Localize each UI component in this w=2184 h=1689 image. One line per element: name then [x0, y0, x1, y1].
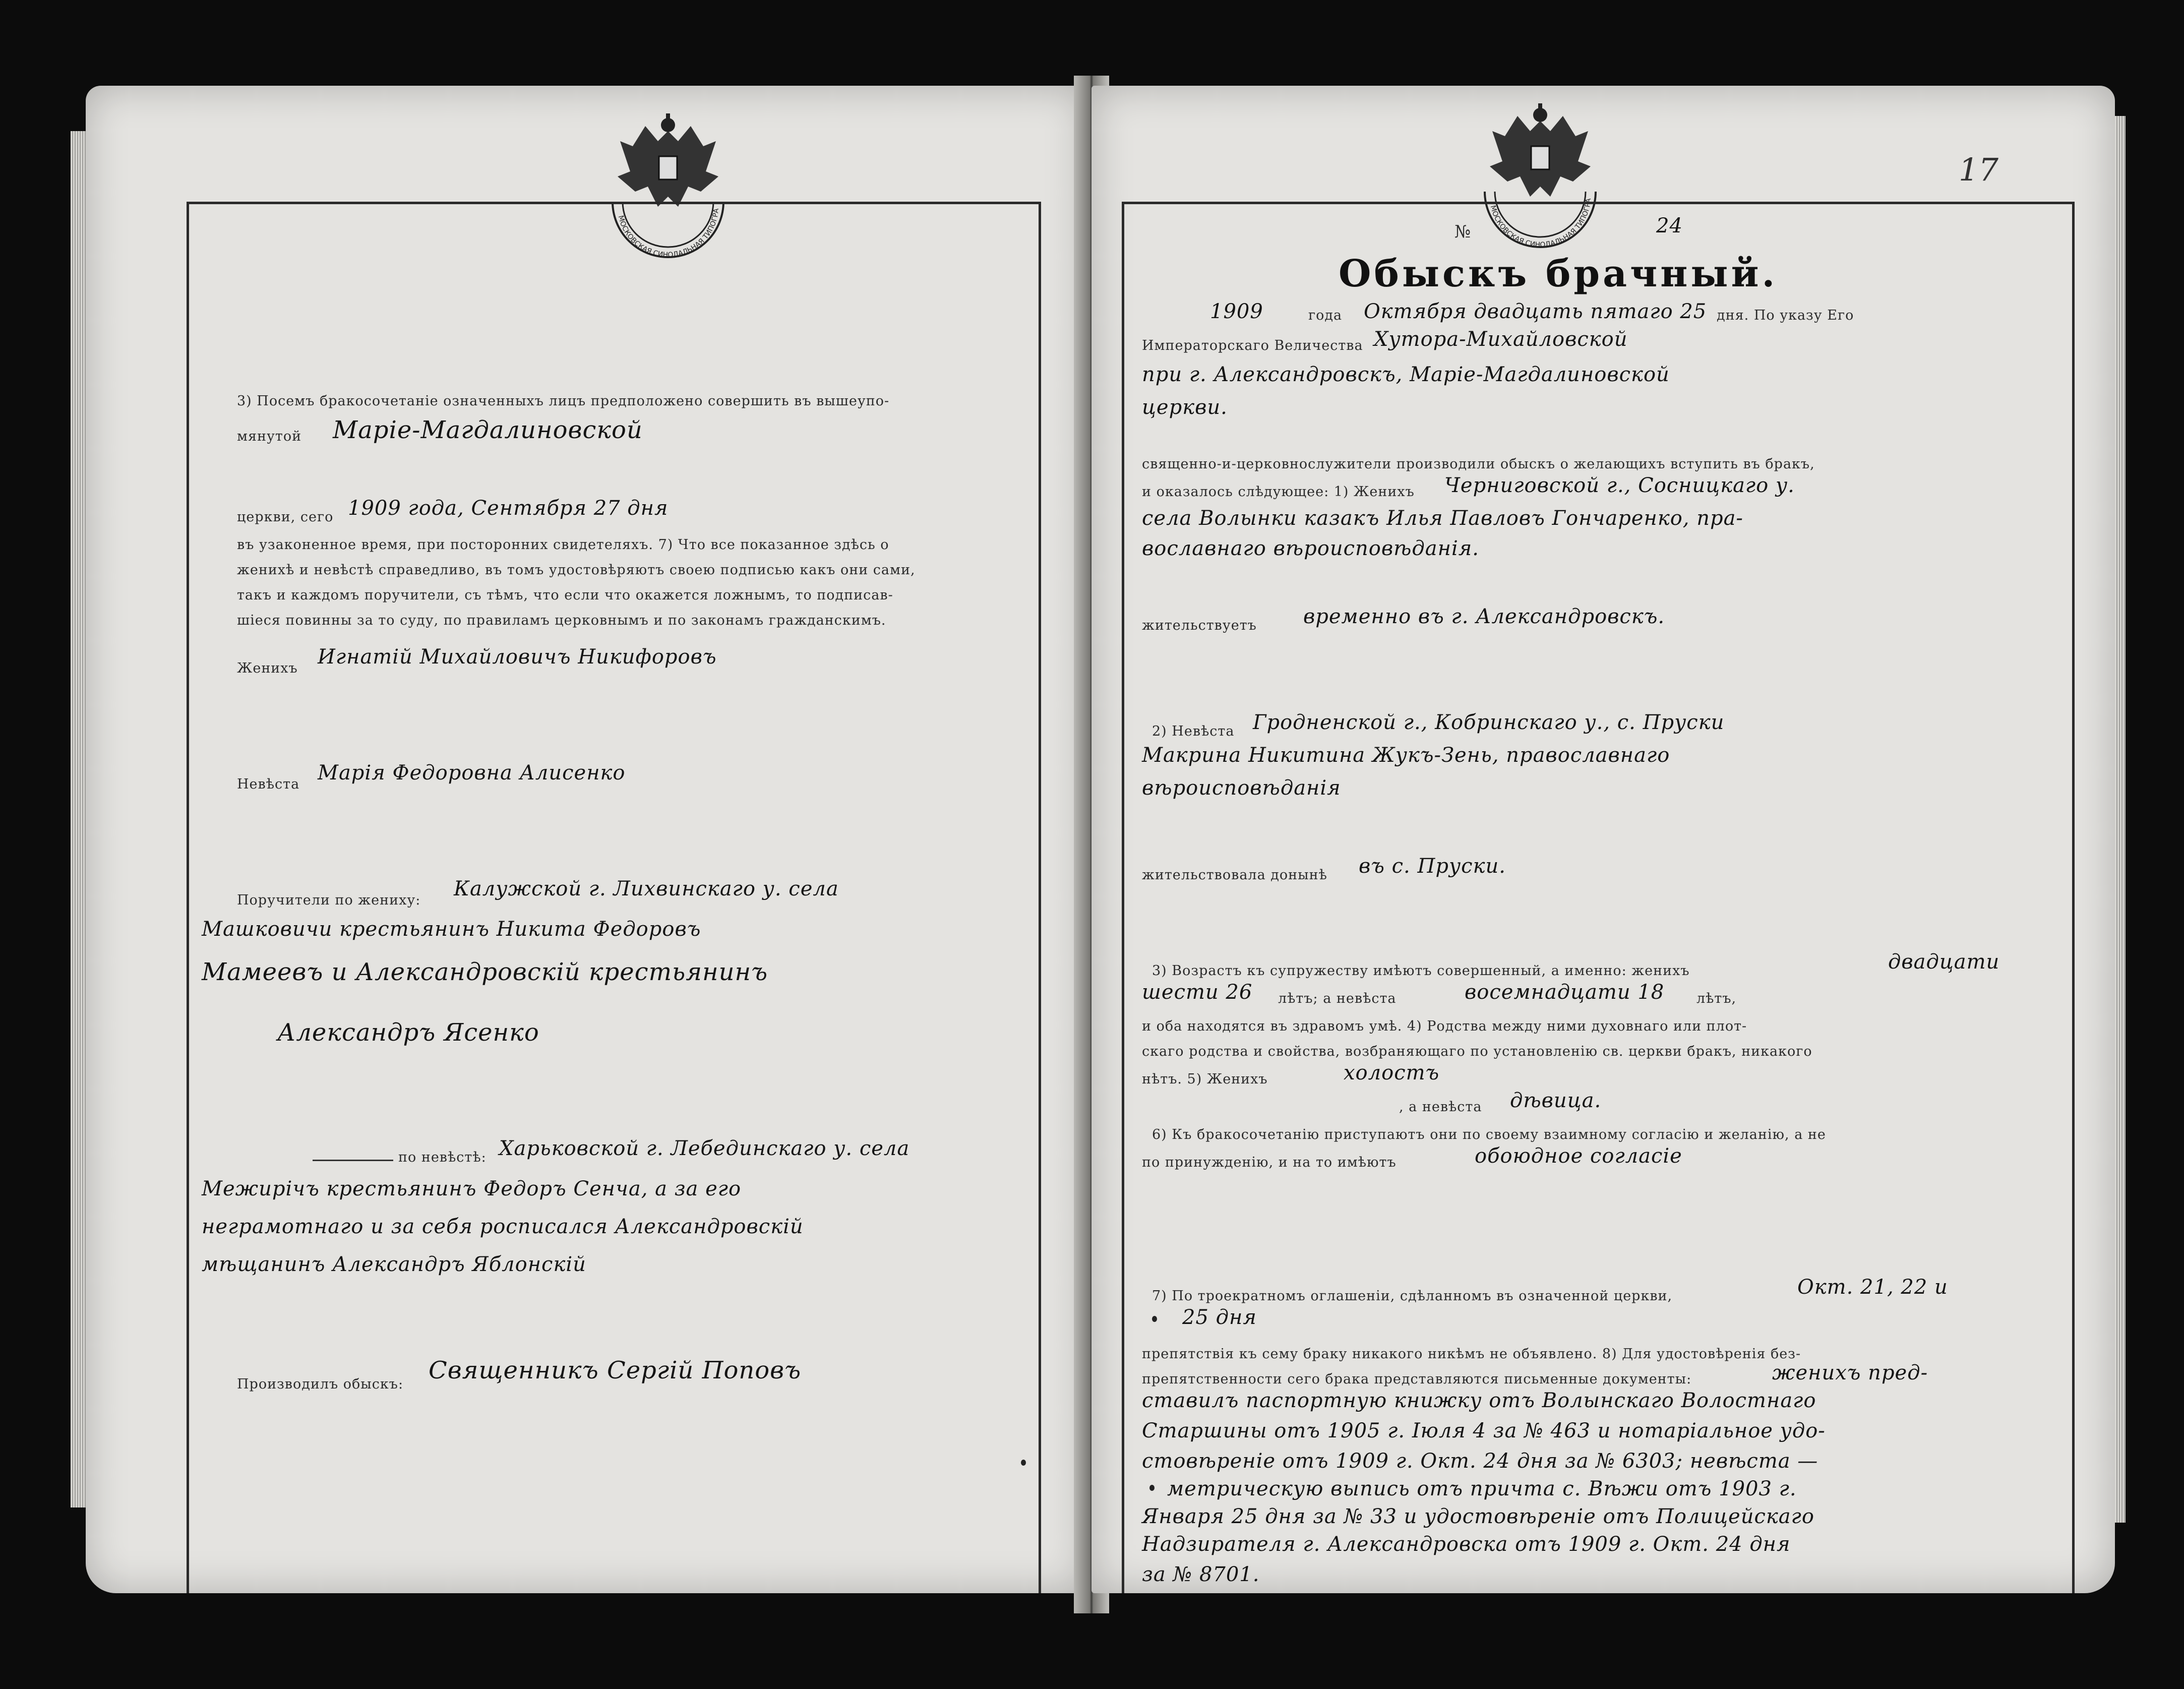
bride-handwritten: вѣроисповѣданія	[1142, 776, 1341, 800]
documents-handwritten: стовѣреніе отъ 1909 г. Окт. 24 дня за № 6303; невѣста —	[1142, 1450, 1818, 1473]
emblem-ring-text: МОСКОВСКАЯ СИНОДАЛЬНАЯ ТИПОГРА	[616, 208, 721, 260]
documents-handwritten: ставилъ паспортную книжку отъ Волынскаго Волостнаго	[1142, 1389, 1816, 1412]
handwritten-date: 1909 года, Сентября 27 дня	[348, 497, 669, 520]
printed-line: и оказалось слѣдующее: 1) Женихъ	[1142, 484, 1415, 500]
groom-status: холостъ	[1344, 1061, 1440, 1084]
groom-residence-label: жительствуетъ	[1142, 618, 1257, 633]
bride-label: Невѣста	[237, 776, 300, 792]
emblem-ring-text: МОСКОВСКАЯ СИНОДАЛЬНАЯ ТИПОГРА	[1488, 198, 1593, 250]
bride-residence: въ с. Пруски.	[1359, 855, 1506, 878]
groom-signature: Игнатій Михайловичъ Никифоровъ	[318, 645, 717, 669]
bride-handwritten: Макрина Никитина Жукъ-Зень, православнаго	[1142, 744, 1670, 767]
oath-line: женихѣ и невѣстѣ справедливо, въ томъ удостовѣряютъ своею подписью какъ они сами,	[237, 562, 916, 578]
printed-line: по принужденію, и на то имѣютъ	[1142, 1155, 1397, 1170]
ink-mark	[1149, 1485, 1155, 1491]
date-handwritten: Октября двадцать пятаго 25	[1364, 300, 1707, 323]
printed-line: и оба находятся въ здравомъ умѣ. 4) Родства между ними духовнаго или плот-	[1142, 1018, 1747, 1034]
printed-line: скаго родства и свойства, возбраняющаго по установленію св. церкви бракъ, никакого	[1142, 1044, 1812, 1059]
page-number: 17	[1959, 151, 1998, 188]
right-page	[1091, 86, 2115, 1593]
sureties-bride-line: неграмотнаго и за себя росписался Александровскій	[202, 1215, 804, 1238]
printed-line: нѣтъ. 5) Женихъ	[1142, 1071, 1268, 1087]
oath-line: шіеся повинны за то суду, по правиламъ церковнымъ и по законамъ гражданскимъ.	[237, 613, 886, 628]
bride-handwritten: Гродненской г., Кобринскаго у., с. Пруски	[1253, 711, 1725, 734]
sureties-groom-line: Александръ Ясенко	[277, 1018, 539, 1047]
documents-handwritten: Надзирателя г. Александровска отъ 1909 г. Окт. 24 дня	[1142, 1533, 1791, 1556]
groom-age: двадцати	[1888, 950, 2000, 974]
ink-mark	[1152, 1316, 1157, 1322]
groom-residence: временно въ г. Александровскъ.	[1303, 605, 1665, 628]
sureties-groom-label: Поручители по жениху:	[237, 892, 421, 908]
oath-line: въ узаконенное время, при посторонних свидетеляхъ. 7) Что все показанное здѣсь о	[237, 537, 889, 553]
oath-line: такъ и каждомъ поручители, съ тѣмъ, что если что окажется ложнымъ, то подписав-	[237, 587, 893, 603]
groom-handwritten: Черниговской г., Сосницкаго у.	[1444, 474, 1795, 497]
documents-handwritten: Старшины отъ 1905 г. Іюля 4 за № 463 и нотаріальное удо-	[1142, 1419, 1826, 1442]
number-label: №	[1454, 222, 1472, 242]
left-page	[86, 86, 1086, 1593]
printed-line: , а невѣста	[1399, 1099, 1482, 1115]
church-handwritten: при г. Александровскъ, Маріе-Магдалиновской	[1142, 363, 1670, 386]
sureties-groom-line: Машковичи крестьянинъ Никита Федоровъ	[202, 918, 701, 941]
sureties-bride-label: по невѣстѣ:	[398, 1150, 487, 1165]
documents-handwritten: за № 8701.	[1142, 1563, 1260, 1586]
printed-line: 6) Къ бракосочетанію приступаютъ они по своему взаимному согласію и желанію, а не	[1152, 1127, 1826, 1142]
church-handwritten: церкви.	[1142, 396, 1228, 419]
sureties-bride-line: мѣщанинъ Александръ Яблонскій	[202, 1253, 586, 1276]
printed-line: препятственности сего брака представляются письменные документы:	[1142, 1371, 1692, 1387]
printed-line: мянутой	[237, 429, 302, 444]
printed-line: священно-и-церковнослужители производили обыскъ о желающихъ вступить въ бракъ,	[1142, 456, 1815, 472]
bride-signature: Марія Федоровна Алисенко	[318, 761, 626, 785]
sureties-groom-line: Мамеевъ и Александровскій крестьянинъ	[202, 958, 768, 986]
printed-line: 7) По троекратномъ оглашеніи, сдѣланномъ въ означенной церкви,	[1152, 1288, 1673, 1304]
document-title: Обыскъ брачный.	[1339, 252, 1778, 295]
printed-line: 3) Посемъ бракосочетаніе означенныхъ лицъ предположено совершить въ вышеупо-	[237, 393, 890, 409]
priest-signature: Священникъ Сергій Поповъ	[429, 1356, 802, 1384]
dash-line	[313, 1160, 393, 1161]
groom-handwritten: села Волынки казакъ Илья Павловъ Гончаренко, пра-	[1142, 507, 1743, 530]
documents-handwritten: метрическую выпись отъ причта с. Вѣжи отъ 1903 г.	[1167, 1477, 1797, 1500]
banns-dates: 25 дня	[1182, 1306, 1257, 1329]
groom-age: шести 26	[1142, 981, 1253, 1004]
bride-label: 2) Невѣста	[1152, 723, 1235, 739]
groom-handwritten: вославнаго вѣроисповѣданія.	[1142, 537, 1479, 560]
printed-line: препятствія къ сему браку никакого никѣмъ не объявлено. 8) Для удостовѣренія без-	[1142, 1346, 1801, 1362]
documents-handwritten: Января 25 дня за № 33 и удостовѣреніе отъ Полицейскаго	[1142, 1505, 1814, 1528]
handwritten-church: Маріе-Магдалиновской	[333, 416, 643, 444]
conducted-label: Производилъ обыскъ:	[237, 1376, 404, 1392]
bride-age: восемнадцати 18	[1465, 981, 1665, 1004]
groom-label: Женихъ	[237, 660, 298, 676]
sureties-groom-line: Калужской г. Лихвинскаго у. села	[454, 877, 839, 900]
printed-line: лѣтъ,	[1696, 991, 1737, 1006]
consent-handwritten: обоюдное согласіе	[1475, 1144, 1682, 1168]
printed-line: дня. По указу Его	[1717, 308, 1854, 323]
sureties-bride-line: Межирічъ крестьянинъ Федоръ Сенча, а за его	[202, 1177, 742, 1200]
record-number: 24	[1656, 214, 1683, 237]
printed-line: 3) Возрастъ къ супружеству имѣютъ совершенный, а именно: женихъ	[1152, 963, 1690, 979]
bride-residence-label: жительствовала донынѣ	[1142, 867, 1327, 883]
printed-line: лѣтъ; а невѣста	[1278, 991, 1397, 1006]
church-handwritten: Хутора-Михайловской	[1374, 328, 1628, 351]
printed-line: церкви, сего	[237, 509, 334, 525]
page-edges-left	[71, 131, 86, 1507]
ink-mark	[1021, 1460, 1026, 1466]
year-handwritten: 1909	[1210, 300, 1263, 323]
sureties-bride-line: Харьковской г. Лебединскаго у. села	[499, 1137, 910, 1160]
printed-line: Императорскаго Величества	[1142, 338, 1363, 353]
banns-dates: Окт. 21, 22 и	[1797, 1276, 1948, 1299]
documents-handwritten: женихъ пред-	[1772, 1361, 1928, 1384]
printed-line: года	[1308, 308, 1343, 323]
bride-status: дѣвица.	[1510, 1089, 1602, 1112]
